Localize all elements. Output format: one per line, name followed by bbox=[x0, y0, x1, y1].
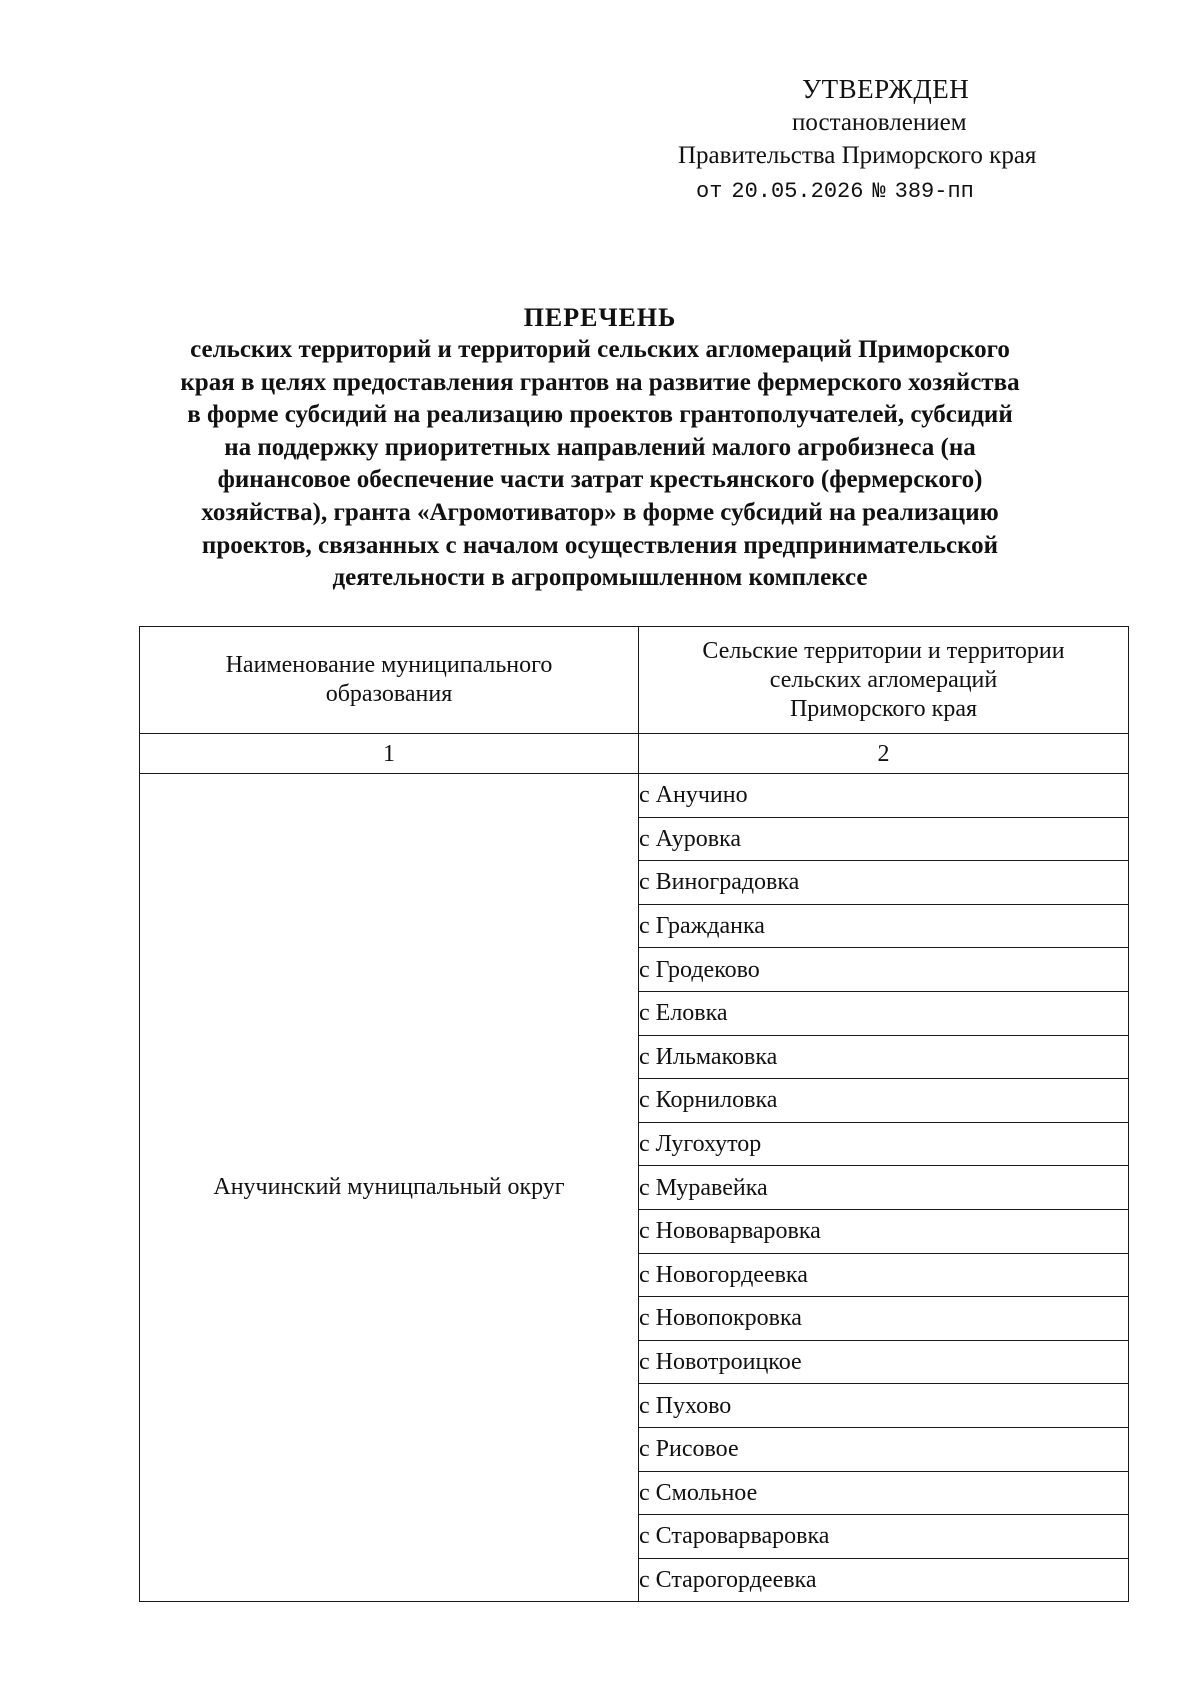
approval-stamp bbox=[0, 0, 1200, 220]
approval-organization: Правительства Приморского края bbox=[678, 142, 1037, 169]
settlement-cell: с Новотроицкое bbox=[639, 1340, 1129, 1384]
territories-table bbox=[139, 626, 1129, 1602]
document-title: ПЕРЕЧЕНЬ bbox=[523, 303, 677, 332]
approval-by: постановлением bbox=[792, 109, 967, 136]
column-header-municipality bbox=[140, 627, 639, 734]
municipality-name: Анучинский муницпальный округ bbox=[140, 774, 639, 1602]
subtitle-line: деятельности в агропромышленном комплексе bbox=[332, 564, 868, 592]
header-line: Приморского края bbox=[789, 695, 978, 722]
column-header-territories bbox=[639, 627, 1129, 734]
document-heading bbox=[120, 302, 1080, 595]
settlement-cell: с Рисовое bbox=[639, 1427, 1129, 1471]
settlement-cell: с Анучино bbox=[639, 774, 1129, 818]
settlement-cell: с Муравейка bbox=[639, 1166, 1129, 1210]
settlement-cell: с Смольное bbox=[639, 1471, 1129, 1515]
column-number: 1 bbox=[140, 734, 639, 774]
approval-number-sign: № bbox=[872, 179, 886, 204]
approval-number: 389-пп bbox=[894, 179, 974, 204]
subtitle-line: края в целях предоставления грантов на развитие фермерского хозяйства bbox=[180, 368, 1020, 396]
settlement-cell: с Виноградовка bbox=[639, 861, 1129, 905]
subtitle-line: сельских территорий и территорий сельских агломераций Приморского bbox=[190, 336, 1010, 363]
subtitle-line: проектов, связанных с началом осуществления предпринимательской bbox=[201, 531, 999, 559]
subtitle-line: на поддержку приоритетных направлений малого агробизнеса (на bbox=[224, 433, 976, 461]
settlement-cell: с Лугохутор bbox=[639, 1122, 1129, 1166]
settlement-cell: с Нововарваровка bbox=[639, 1209, 1129, 1253]
settlement-cell: с Корниловка bbox=[639, 1079, 1129, 1123]
document-subtitle bbox=[120, 334, 1080, 595]
subtitle-line: хозяйства), гранта «Агромотиватор» в форме субсидий на реализацию bbox=[201, 498, 999, 526]
approval-date: 20.05.2026 bbox=[731, 179, 864, 204]
settlement-cell: с Новопокровка bbox=[639, 1297, 1129, 1341]
settlement-cell: с Ауровка bbox=[639, 817, 1129, 861]
settlement-cell: с Ильмаковка bbox=[639, 1035, 1129, 1079]
header-line: образования bbox=[325, 681, 453, 707]
settlement-cell: с Новогордеевка bbox=[639, 1253, 1129, 1297]
header-line: Сельские территории и территории bbox=[702, 637, 1065, 664]
subtitle-line: финансовое обеспечение части затрат крестьянского (фермерского) bbox=[217, 466, 983, 494]
settlement-cell: с Гражданка bbox=[639, 904, 1129, 948]
header-line: сельских агломераций bbox=[769, 666, 998, 693]
settlement-cell: с Гродеково bbox=[639, 948, 1129, 992]
subtitle-line: в форме субсидий на реализацию проектов грантополучателей, субсидий bbox=[187, 401, 1013, 429]
approval-title: УТВЕРЖДЕН bbox=[802, 74, 970, 104]
settlement-cell: с Староварваровка bbox=[639, 1515, 1129, 1559]
table-header-row bbox=[140, 627, 1129, 734]
approval-reference bbox=[696, 178, 974, 206]
table-row bbox=[140, 774, 1129, 818]
settlement-cell: с Пухово bbox=[639, 1384, 1129, 1428]
column-number: 2 bbox=[639, 734, 1129, 774]
header-line: Наименование муниципального bbox=[225, 652, 553, 678]
column-number-row bbox=[140, 734, 1129, 774]
settlement-cell: с Старогордеевка bbox=[639, 1558, 1129, 1602]
approval-date-prefix: от bbox=[696, 179, 723, 204]
settlement-cell: с Еловка bbox=[639, 991, 1129, 1035]
